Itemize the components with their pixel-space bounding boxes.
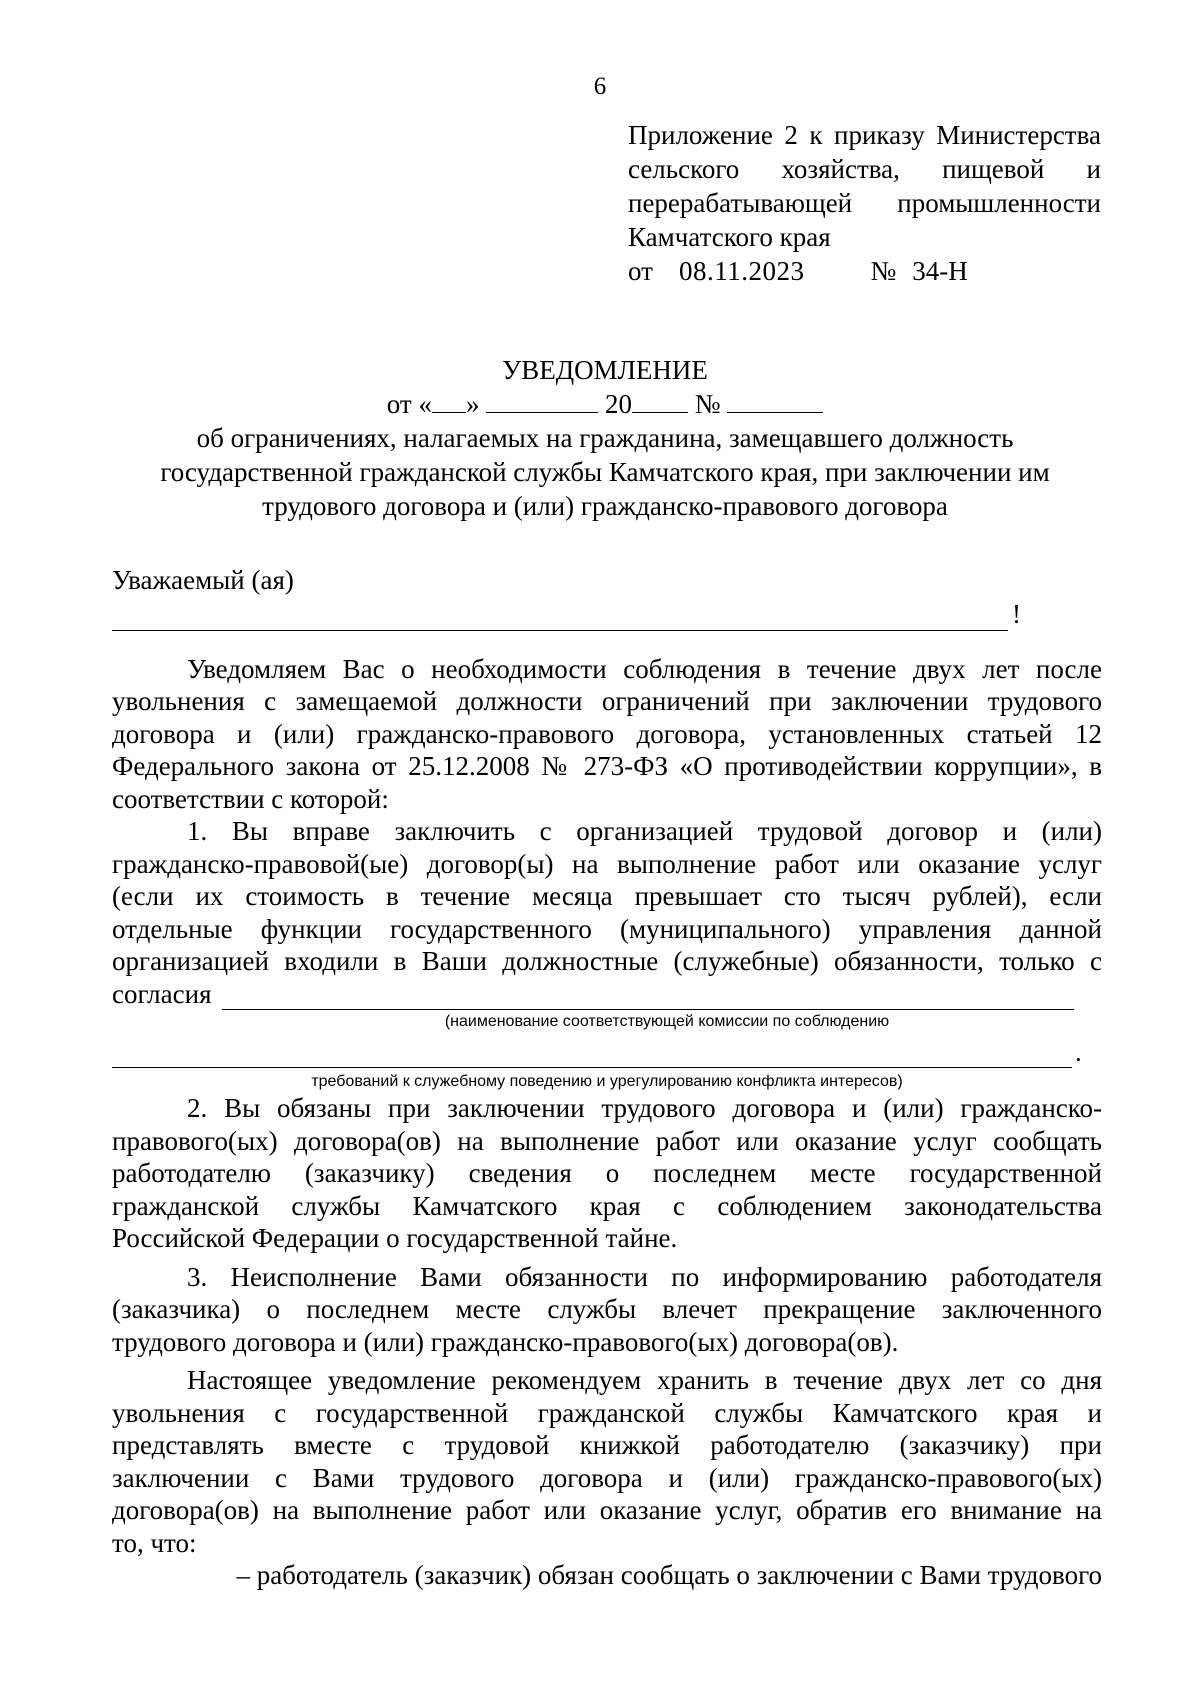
text-line: то, что: <box>112 1527 197 1558</box>
year-blank <box>632 388 688 413</box>
commission-name-blank <box>222 983 1074 1010</box>
line-period: . <box>1075 1036 1082 1067</box>
commission-caption-1: (наименование соответствующей комиссии по соблюдению <box>444 1013 890 1030</box>
quote-close: » <box>465 389 480 419</box>
greeting-exclamation: ! <box>1012 599 1021 629</box>
text-line: правового(ых) договора(ов) на выполнение работ или оказание услуг сообщать <box>112 1125 1102 1156</box>
text-line: гражданской службы Камчатского края с соблюдением законодательства <box>112 1190 1102 1221</box>
text-line: 3. Неисполнение Вами обязанности по информированию работодателя <box>187 1261 1102 1292</box>
item-1-paragraph <box>112 815 1102 1092</box>
appendix-line: Приложение 2 к приказу Министерства <box>628 120 1101 150</box>
text-line: (если их стоимость в течение месяца превышает сто тысяч рублей), если <box>112 881 1102 911</box>
text-line: Уведомляем Вас о необходимости соблюдения в течение двух лет после <box>187 653 1102 684</box>
text-line: 2. Вы обязаны при заключении трудового договора и (или) гражданско- <box>187 1093 1102 1123</box>
text-line: работодателю (заказчику) сведения о последнем месте государственной <box>112 1158 1102 1188</box>
text-line: 1. Вы вправе заключить с организацией трудовой договор и (или) <box>187 816 1102 846</box>
subtitle-line: государственной гражданской службы Камчатского края, при заключении им <box>160 457 1050 487</box>
page-number: 6 <box>593 73 607 100</box>
subtitle-line: об ограничениях, налагаемых на гражданина, замещавшего должность <box>196 423 1014 453</box>
commission-continuation-line <box>112 1032 1102 1068</box>
text-line: договора(ов) на выполнение работ или оказание услуг, обратив его внимание на <box>112 1495 1102 1525</box>
commission-name-blank-2 <box>112 1037 1072 1068</box>
document-heading: УВЕДОМЛЕНИЕ <box>502 355 708 385</box>
notice-date-line <box>110 387 1100 421</box>
storage-paragraph <box>112 1364 1102 1559</box>
text-line: отдельные функции государственного (муниципального) управления данной <box>112 913 1102 944</box>
notice-number-blank <box>727 388 823 413</box>
appendix-line: сельского хозяйства, пищевой и <box>628 154 1101 184</box>
appendix-number: 34-Н <box>912 256 968 286</box>
recipient-name-line <box>112 597 1102 631</box>
year-prefix: 20 <box>604 389 632 419</box>
item-2-paragraph <box>112 1092 1102 1255</box>
day-blank <box>432 388 466 413</box>
bullet-item: – работодатель (заказчик) обязан сообщать о заключении с Вами трудового <box>236 1560 1102 1590</box>
appendix-date-line <box>628 254 1101 288</box>
greeting: Уважаемый (ая) <box>112 565 294 595</box>
text-line: договора и (или) гражданско-правового договора, установленных статьей 12 <box>112 718 1102 749</box>
intro-paragraph <box>112 653 1102 816</box>
text-line: (заказчика) о последнем месте службы влечет прекращение заключенного <box>112 1294 1102 1324</box>
text-line: увольнения с замещаемой должности ограничений при заключении трудового <box>112 686 1102 716</box>
text-line: организацией входили в Ваши должностные (служебные) обязанности, только с <box>112 946 1102 976</box>
document-body <box>112 564 1102 1592</box>
commission-caption-2: требований к служебному поведению и урегулированию конфликта интересов) <box>311 1073 903 1090</box>
month-blank <box>486 388 598 413</box>
notice-from-label: от « <box>386 389 432 419</box>
text-line: Федерального закона от 25.12.2008 № 273-ФЗ «О противодействии коррупции», в <box>112 751 1102 781</box>
text-line: трудового договора и (или) гражданско-правового(ых) договора(ов). <box>112 1326 899 1357</box>
appendix-line: Камчатского края <box>628 222 831 252</box>
consent-line <box>112 978 1102 1011</box>
appendix-line: перерабатывающей промышленности <box>628 188 1101 218</box>
text-line: соответствии с которой: <box>112 783 389 814</box>
text-line: увольнения с государственной гражданской службы Камчатского края и <box>112 1397 1102 1428</box>
item-3-paragraph <box>112 1261 1102 1359</box>
text-line: заключении с Вами трудового договора и (или) гражданско-правового(ых) <box>112 1462 1102 1493</box>
appendix-from-label: от <box>628 256 653 286</box>
text-line: Настоящее уведомление рекомендуем хранить в течение двух лет со дня <box>187 1365 1102 1395</box>
appendix-block <box>628 118 1101 288</box>
text-line: представлять вместе с трудовой книжкой работодателю (заказчику) при <box>112 1430 1102 1460</box>
notice-number-sign: № <box>694 389 721 419</box>
subtitle-line: трудового договора и (или) гражданско-правового договора <box>262 491 948 521</box>
recipient-name-blank <box>112 602 1008 631</box>
text-line: Российской Федерации о государственной тайне. <box>112 1223 678 1253</box>
appendix-number-sign: № <box>870 256 897 286</box>
text-line: гражданско-правовой(ые) договор(ы) на выполнение работ или оказание услуг <box>112 848 1102 879</box>
title-block <box>110 353 1100 523</box>
appendix-date: 08.11.2023 <box>678 256 805 286</box>
consent-label: согласия <box>112 978 212 1009</box>
